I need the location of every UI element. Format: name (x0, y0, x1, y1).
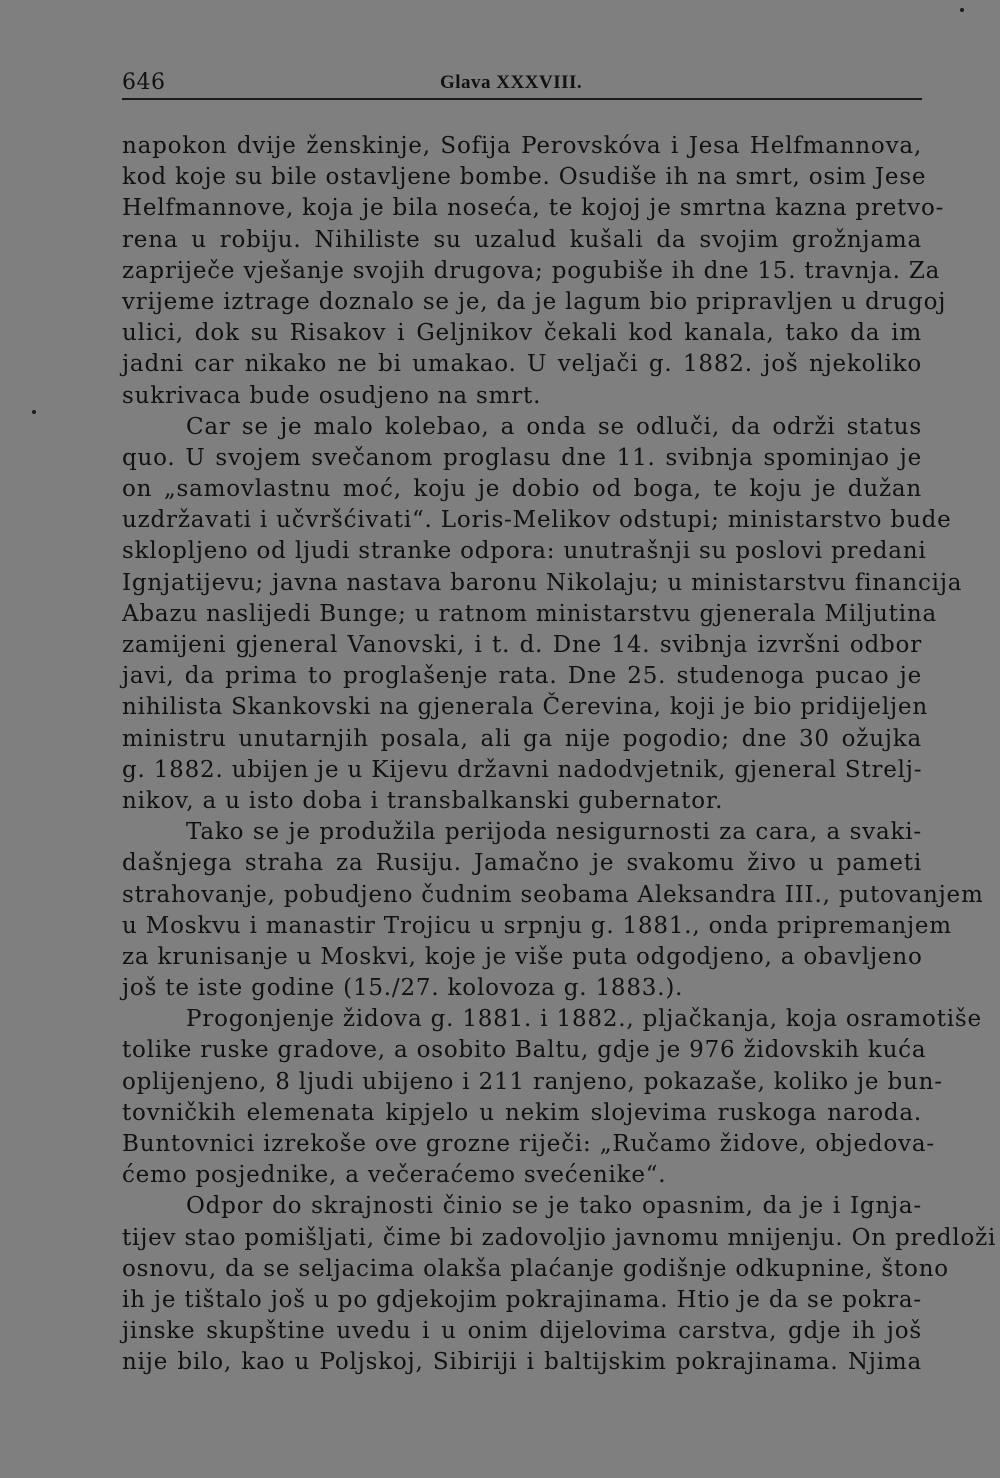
text-line: Car se je malo kolebao, a onda se odluči, da održi status (186, 413, 922, 440)
text-line: g. 1882. ubijen je u Kijevu državni nadodvjetnik, gjeneral Strelj- (122, 756, 923, 783)
text-line: u Moskvu i manastir Trojicu u srpnju g. 1881., onda pripremanjem (122, 912, 952, 939)
text-line: strahovanje, pobudjeno čudnim seobama Aleksandra III., putovanjem (122, 881, 984, 908)
text-line: napokon dvije ženskinje, Sofija Perovskóva i Jesa Helfmannova, (122, 133, 922, 159)
text-line: ulici, dok su Risakov i Geljnikov čekali kod kanala, tako da im (122, 320, 922, 347)
text-line: javi, da prima to proglašenje rata. Dne 25. studenoga pucao je (122, 663, 922, 690)
text-line: Odpor do skrajnosti činio se je tako opasnim, da je i Ignja- (186, 1193, 922, 1220)
running-head: Glava XXXVIII. (440, 72, 583, 93)
text-line: sklopljeno od ljudi stranke odpora: unutrašnji su poslovi predani (122, 538, 927, 565)
text-line: oplijenjeno, 8 ljudi ubijeno i 211 ranjeno, pokazaše, koliko je bun- (122, 1068, 943, 1095)
text-line: sukrivaca bude osudjeno na smrt. (122, 382, 542, 409)
text-line: nihilista Skankovski na gjenerala Čerevina, koji je bio pridijeljen (122, 694, 928, 721)
text-line: dašnjega straha za Rusiju. Jamačno je svakomu živo u pameti (122, 850, 922, 877)
text-line: nikov, a u isto doba i transbalkanski gubernator. (122, 787, 724, 814)
text-line: još te iste godine (15./27. kolovoza g. 1883.). (122, 975, 684, 1002)
text-line: quo. U svojem svečanom proglasu dne 11. svibnja spominjao je (122, 444, 922, 471)
text-line: Progonjenje židova g. 1881. i 1882., pljačkanja, koja osramotiše (186, 1006, 982, 1033)
text-line: ministru unutarnjih posala, ali ga nije pogodio; dne 30 ožujka (122, 725, 922, 752)
text-line: tijev stao pomišljati, čime bi zadovoljio javnomu mnijenju. On predloži (122, 1224, 997, 1251)
scan-speck (960, 8, 964, 12)
text-line: ćemo posjednike, a večeraćemo svećenike“. (122, 1162, 667, 1189)
text-line: nije bilo, kao u Poljskoj, Sibiriji i baltijskim pokrajinama. Njima (122, 1349, 922, 1376)
text-line: ih je tištalo još u po gdjekojim pokrajinama. Htio je da se pokra- (122, 1286, 922, 1313)
text-line: kod koje su bile ostavljene bombe. Osudiše ih na smrt, osim Jese (122, 164, 927, 191)
text-line: Abazu naslijedi Bunge; u ratnom ministarstvu gjenerala Miljutina (122, 600, 937, 627)
text-line: Tako se je produžila perijoda nesigurnosti za cara, a svaki- (186, 819, 922, 846)
text-line: za krunisanje u Moskvi, koje je više puta odgodjeno, a obavljeno (122, 943, 923, 970)
text-line: uzdržavati i učvršćivati“. Loris-Melikov odstupi; ministarstvo bude (122, 507, 952, 534)
text-line: tovničkih elemenata kipjelo u nekim slojevima ruskoga naroda. (122, 1099, 922, 1126)
scan-speck (32, 410, 36, 414)
text-line: Helfmannove, koja je bila noseća, te kojoj je smrtna kazna pretvo- (122, 195, 945, 222)
body-text (122, 131, 997, 1379)
text-line: on „samovlastnu moć, koju je dobio od boga, te koju je dužan (122, 476, 922, 503)
text-line: zamijeni gjeneral Vanovski, i t. d. Dne 14. svibnja izvršni odbor (122, 632, 922, 658)
page-number: 646 (122, 70, 166, 95)
text-line: Ignjatijevu; javna nastava baronu Nikolaju; u ministarstvu financija (122, 569, 963, 596)
text-line: jadni car nikako ne bi umakao. U veljači g. 1882. još njekoliko (122, 351, 922, 378)
text-line: jinske skupštine uvedu i u onim dijelovima carstva, gdje ih još (122, 1318, 922, 1345)
text-line: zapriječe vješanje svojih drugova; pogubiše ih dne 15. travnja. Za (122, 257, 941, 284)
text-line: osnovu, da se seljacima olakša plaćanje godišnje odkupnine, štono (122, 1255, 949, 1282)
text-line: tolike ruske gradove, a osobito Baltu, gdje je 976 židovskih kuća (122, 1037, 927, 1064)
text-line: rena u robiju. Nihiliste su uzalud kušali da svojim grožnjama (122, 226, 922, 253)
page-header (122, 66, 922, 100)
text-line: vrijeme iztrage doznalo se je, da je lagum bio pripravljen u drugoj (122, 288, 947, 315)
text-line: Buntovnici izrekoše ove grozne riječi: „Ručamo židove, objedova- (122, 1131, 935, 1157)
